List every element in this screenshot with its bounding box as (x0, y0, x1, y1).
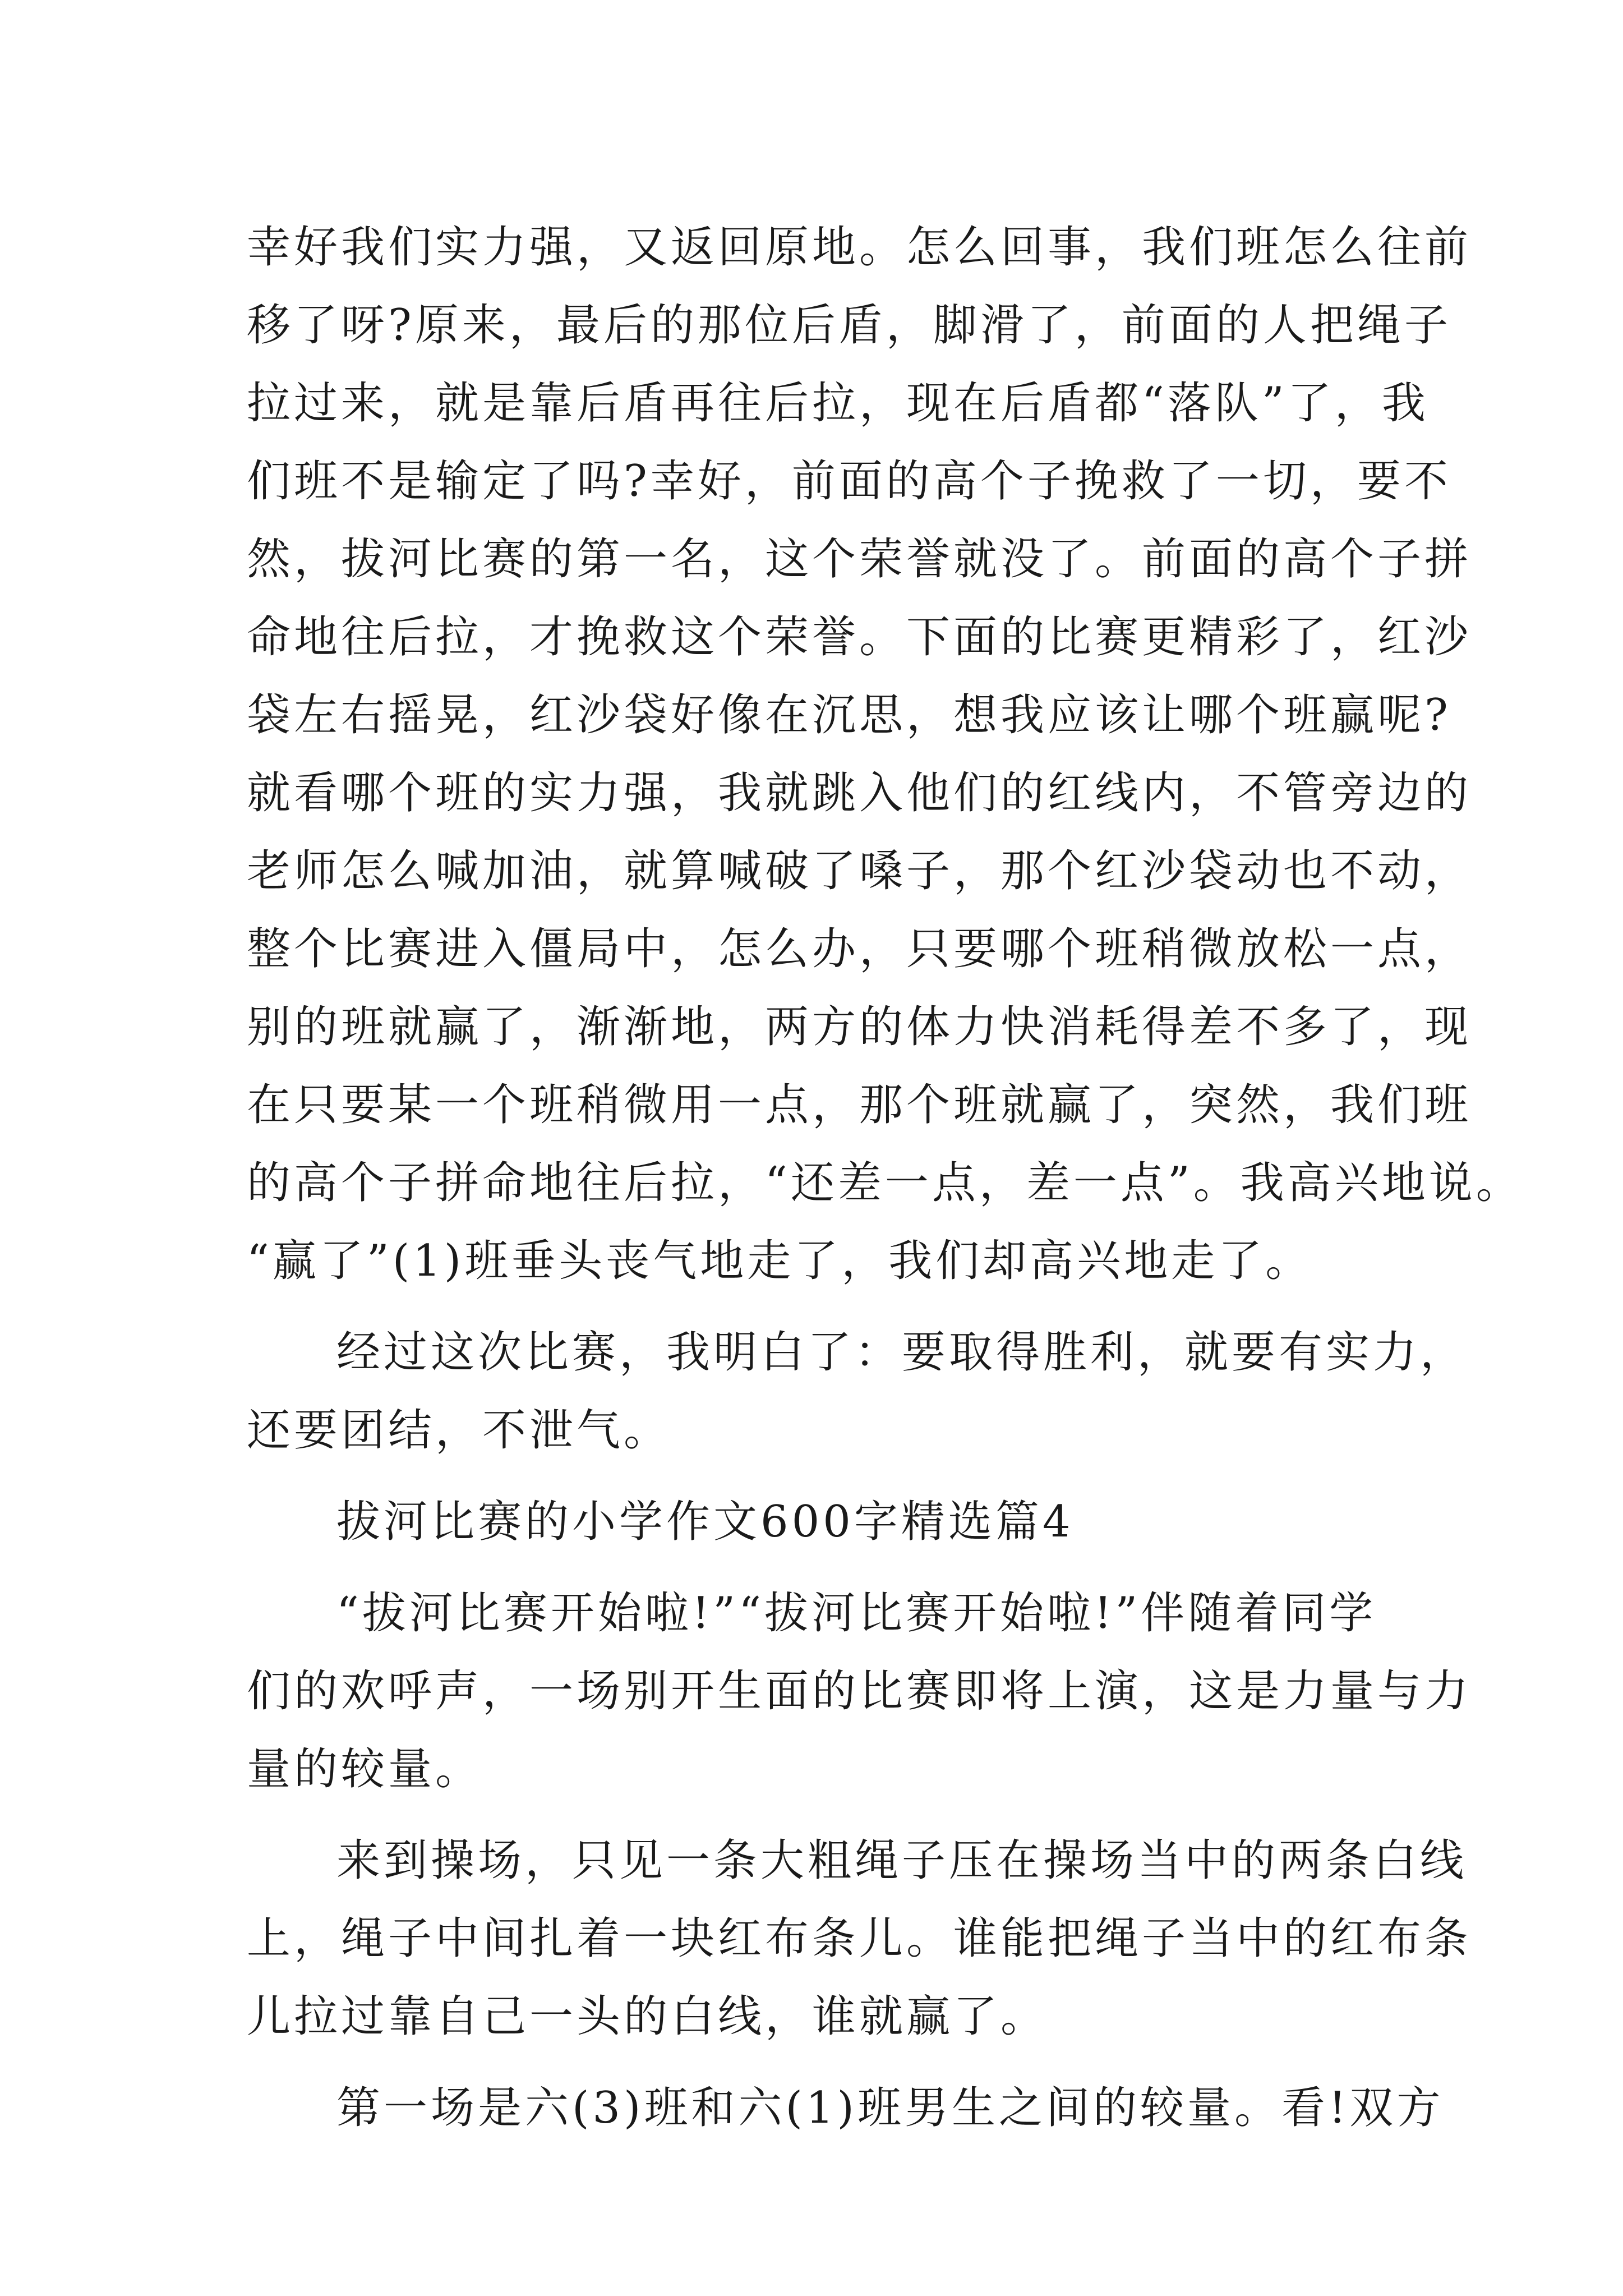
text-line: 袋左右摇晃，红沙袋好像在沉思，想我应该让哪个班赢呢? (247, 690, 1451, 740)
text-line: 在只要某一个班稍微用一点，那个班就赢了，突然，我们班 (247, 1080, 1472, 1130)
text-line: 整个比赛进入僵局中，怎么办，只要哪个班稍微放松一点， (247, 924, 1472, 974)
text-line: 还要团结，不泄气。 (247, 1405, 671, 1456)
text-line: 老师怎么喊加油，就算喊破了嗓子，那个红沙袋动也不动， (247, 846, 1472, 896)
text-line: 们的欢呼声，一场别开生面的比赛即将上演，这是力量与力 (247, 1666, 1472, 1717)
text-line: 就看哪个班的实力强，我就跳入他们的红线内，不管旁边的 (247, 768, 1472, 818)
essay-body (247, 209, 1523, 2147)
text-line: 的高个子拼命地往后拉，“还差一点，差一点”。我高兴地说。 (247, 1158, 1523, 1208)
paragraph-first-line: “拔河比赛开始啦!”“拔河比赛开始啦!”伴随着同学 (336, 1588, 1377, 1639)
text-line: 别的班就赢了，渐渐地，两方的体力快消耗得差不多了，现 (247, 1002, 1472, 1052)
text-line: 拉过来，就是靠后盾再往后拉，现在后盾都“落队”了，我 (247, 378, 1429, 429)
text-line: 量的较量。 (247, 1744, 483, 1795)
text-line: 们班不是输定了吗?幸好，前面的高个子挽救了一切，要不 (247, 456, 1451, 507)
paragraph-first-line: 经过这次比赛，我明白了：要取得胜利，就要有实力， (336, 1327, 1468, 1378)
paragraph-first-line: 第一场是六(3)班和六(1)班男生之间的较量。看!双方 (336, 2083, 1444, 2133)
text-line: 儿拉过靠自己一头的白线，谁就赢了。 (247, 1991, 1048, 2042)
text-line: 移了呀?原来，最后的那位后盾，脚滑了，前面的人把绳子 (247, 300, 1451, 351)
text-line: “赢了”(1)班垂头丧气地走了，我们却高兴地走了。 (247, 1236, 1313, 1286)
section-heading: 拔河比赛的小学作文600字精选篇4 (336, 1497, 1074, 1547)
text-line: 上，绳子中间扎着一块红布条儿。谁能把绳子当中的红布条 (247, 1913, 1472, 1964)
text-line: 幸好我们实力强，又返回原地。怎么回事，我们班怎么往前 (247, 222, 1472, 273)
paragraph-first-line: 来到操场，只见一条大粗绳子压在操场当中的两条白线 (336, 1835, 1468, 1886)
text-line: 然，拔河比赛的第一名，这个荣誉就没了。前面的高个子拼 (247, 534, 1472, 585)
text-line: 命地往后拉，才挽救这个荣誉。下面的比赛更精彩了，红沙 (247, 612, 1472, 662)
